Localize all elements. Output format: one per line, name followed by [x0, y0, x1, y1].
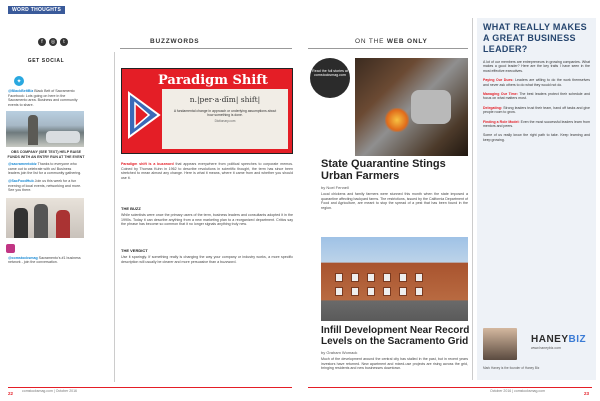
- subhead-buzz: THE BUZZ: [121, 206, 141, 211]
- story-2-text: Much of the development around the central city has stalled in the past, but in recent years investors have returned. New apartment and mixed-use projects are rising across the grid, bringing residents and new businesses downtown.: [321, 357, 468, 371]
- page-number-right: 23: [584, 391, 590, 396]
- subhead-verdict: THE VERDICT: [121, 248, 148, 253]
- header-rule: [120, 48, 292, 49]
- story-1-title[interactable]: State Quarantine Stings Urban Farmers: [321, 158, 446, 182]
- photo-cooking: [355, 58, 468, 156]
- ig-post: [6, 256, 86, 265]
- sidebar-outro: Some of us really know the right path to take. Keep learning and keep growing.: [483, 133, 590, 142]
- tip-3-text: Strong leaders trust their team, hand off tasks and give people room to grow.: [483, 105, 590, 115]
- paradigm-title: Paradigm Shift: [158, 73, 268, 88]
- tweet-1-handle[interactable]: @BlackBeltBiz: [8, 89, 34, 93]
- tip-2-text: The best leaders protect their schedule and focus on what matters most.: [483, 92, 590, 101]
- definition-card: [162, 89, 288, 149]
- tip-1-kicker: Paying Our Dues:: [483, 78, 514, 83]
- footer-rule: [8, 387, 292, 388]
- photo-caption: OBS COMPANY (SEE TEXT) HELP RAISE FUNDS WITH AN ENTRY RUN AT THE EVENT: [7, 150, 85, 159]
- ig-handle[interactable]: @comstocksmag: [8, 255, 38, 260]
- tweet-1: [6, 89, 86, 107]
- tip-4-kicker: Finding a Role Model:: [483, 119, 520, 124]
- photo-group: [6, 198, 84, 238]
- column-divider-right: [472, 18, 473, 380]
- instagram-logo-icon: [6, 244, 15, 253]
- twitter-bird-icon: ✦: [14, 76, 24, 86]
- triangle-icon: [127, 89, 161, 139]
- read-more-badge[interactable]: Read the full stories at comstocksmag.com: [310, 58, 350, 98]
- story-1-text: Local chickens and family farmers were stunned this month when the state imposed a quarantine affecting backyard farms. The restrictions, issued by the California Department of Food and Agriculture, are meant to stop the spread of a pest that has been found in the region.: [321, 192, 468, 210]
- tweet-3: [6, 179, 86, 193]
- sidebar-title: WHAT REALLY MAKES A GREAT BUSINESS LEADER?: [483, 22, 587, 54]
- author-block: [483, 328, 590, 362]
- twitter-icon[interactable]: t: [60, 38, 68, 46]
- tweet-2: [6, 162, 86, 176]
- paradigm-shift-box: [121, 68, 293, 154]
- tweet-3-text: Join us this week for a fun evening of local events, networking and more. See you there.: [8, 178, 82, 193]
- footer-text-right: October 2016 | comstocksmag.com: [490, 389, 545, 393]
- sidebar-tip-1: [483, 78, 590, 87]
- sidebar-tip-4: [483, 120, 590, 129]
- footer-text: comstocksmag.com | October 2016: [22, 389, 77, 393]
- tweet-2-handle[interactable]: @sacramentobiz: [8, 162, 37, 167]
- story-1-byline: by Noel Fennell: [321, 185, 349, 190]
- sidebar-intro: A lot of our members are entrepreneurs in growing companies. What makes a good leader? Here are the key traits I have seen in the most effective executives.: [483, 60, 590, 73]
- haney-biz-logo: [531, 334, 586, 345]
- social-sidebar: [6, 52, 86, 385]
- ig-text: Sacramento's #1 business network - join the conversation.: [8, 255, 81, 265]
- lead-text: that appears everywhere from political speeches to corporate memos. Coined by Thomas Kuhn in 1962 to describe revolutions in scientific thought, the term has since been stretched to mean almost any change. Here is what it means, where it came from and whether you should use it.: [121, 162, 293, 180]
- brand-url[interactable]: www.haneybiz.com: [531, 346, 561, 350]
- web-only-bold: WEB ONLY: [386, 38, 428, 45]
- definition: A fundamental change in approach or underlying assumptions about how something is done.: [173, 109, 277, 118]
- right-page: [300, 0, 600, 401]
- page-title: BUZZWORDS: [150, 38, 200, 45]
- photo-man-with-car: [6, 111, 84, 147]
- tip-1-text: Leaders are willing to do the work themselves and never ask others to do what they would not do.: [483, 78, 590, 87]
- lead-paragraph: [121, 162, 293, 180]
- web-only-prefix: ON THE: [355, 38, 385, 45]
- tweet-1-text: Black Belt of Sacramento Facebook: Lots going on here in the Sacramento area. Business and community events to share.: [8, 89, 78, 107]
- brand-name: HANEY: [531, 334, 569, 345]
- brand-suffix: BIZ: [568, 334, 587, 345]
- body-paragraph-2: Use it sparingly. If something really is changing the way your company or industry works, a more specific description will usually be clearer and more persuasive than a buzzword.: [121, 255, 293, 264]
- sidebar-tip-3: [483, 106, 590, 115]
- header-rule-right: [308, 48, 468, 49]
- author-portrait: [483, 328, 517, 360]
- social-icons: [38, 38, 68, 46]
- footer-rule-right: [308, 387, 592, 388]
- phonetic: n.|per·a·dīm| shift|: [189, 95, 261, 104]
- tweet-2-text: Thanks to everyone who came out to celebrate with us! Business leaders join the list for a community gathering.: [8, 162, 82, 176]
- sidebar-heading: GET SOCIAL: [27, 58, 65, 64]
- web-only-heading: [355, 38, 428, 45]
- section-tab: WORD THOUGHTS: [8, 6, 65, 14]
- column-divider: [114, 52, 115, 382]
- leadership-sidebar: [477, 18, 596, 380]
- story-2-byline: by Graham Womack: [321, 350, 358, 355]
- tweet-3-handle[interactable]: @SacFoodHub: [8, 178, 34, 183]
- definition-source: Dictionary.com: [214, 119, 236, 124]
- body-paragraph-1: While scientists were once the primary users of the term, business leaders and consultants adopted it in the 1990s. Today it can describe anything from a new marketing plan to a reorganized department. Critics say the phrase has become so common that it no longer signals anything truly new.: [121, 213, 293, 227]
- photo-building: [321, 237, 468, 321]
- tip-3-kicker: Delegating:: [483, 105, 503, 110]
- author-credit: Mark Haney is the founder of Haney Biz: [483, 366, 540, 370]
- lead-kicker: Paradigm shift is a buzzword: [121, 162, 174, 166]
- sidebar-tip-2: [483, 92, 590, 101]
- tip-2-kicker: Managing Our Time:: [483, 92, 518, 97]
- facebook-icon[interactable]: f: [38, 38, 46, 46]
- instagram-icon[interactable]: ◎: [50, 39, 56, 45]
- story-2-title[interactable]: Infill Development Near Record Levels on the Sacramento Grid: [321, 325, 470, 347]
- tip-4-text: Even the most successful leaders learn from mentors and peers.: [483, 119, 590, 129]
- page-number: 22: [8, 391, 14, 396]
